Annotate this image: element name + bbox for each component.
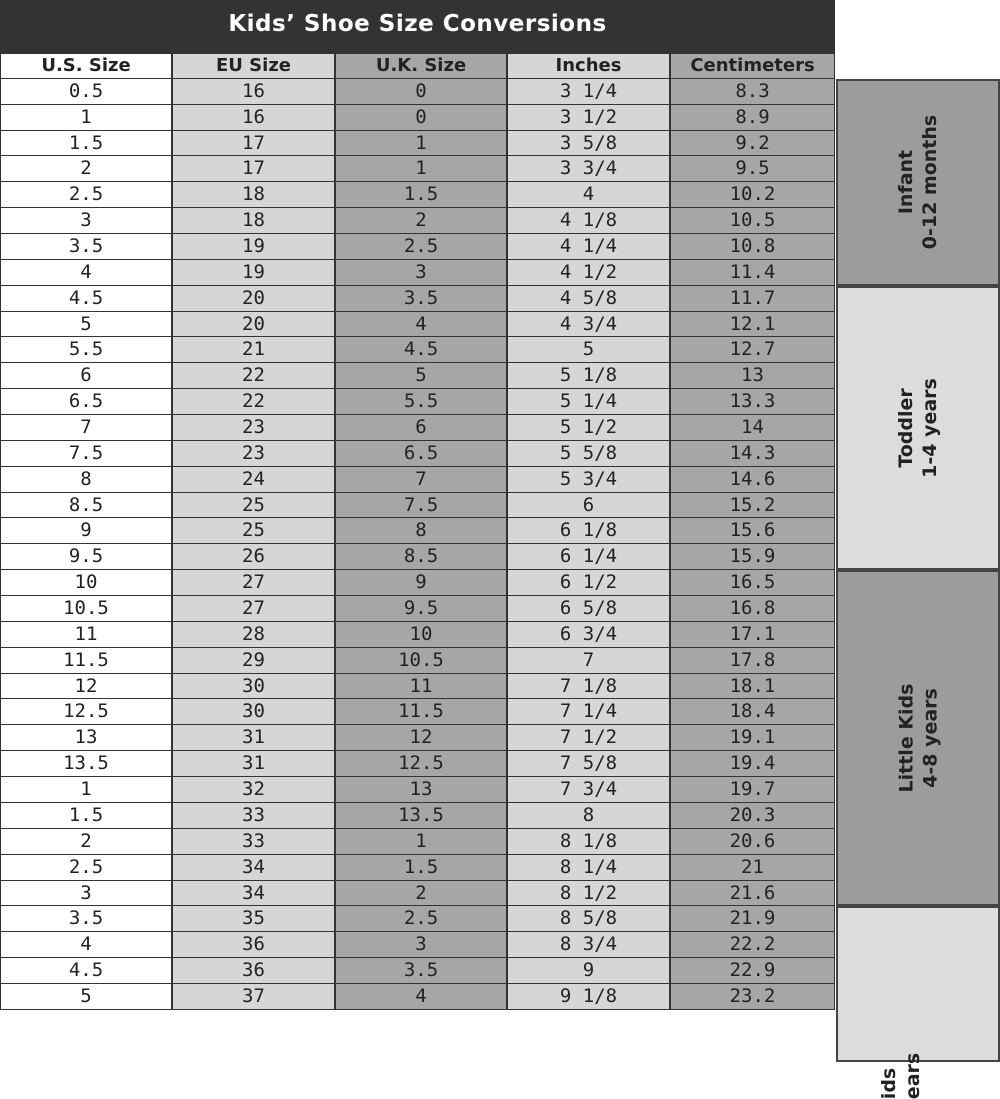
cell-uk-size: 1 bbox=[335, 131, 507, 157]
cell-us-size: 8 bbox=[0, 467, 172, 493]
table-row bbox=[0, 131, 835, 157]
cell-eu-size: 22 bbox=[172, 363, 335, 389]
table-row bbox=[0, 208, 835, 234]
cell-centimeters: 11.7 bbox=[670, 286, 835, 312]
cell-uk-size: 7.5 bbox=[335, 493, 507, 519]
cell-centimeters: 18.1 bbox=[670, 674, 835, 700]
table-row bbox=[0, 803, 835, 829]
cell-inches: 4 1/4 bbox=[507, 234, 670, 260]
table-header-row bbox=[0, 53, 835, 79]
cell-uk-size: 4 bbox=[335, 984, 507, 1010]
cell-us-size: 2 bbox=[0, 156, 172, 182]
cell-centimeters: 8.3 bbox=[670, 79, 835, 105]
cell-uk-size: 13 bbox=[335, 777, 507, 803]
group-big-kids bbox=[836, 906, 1000, 1099]
group-age: 1-4 years bbox=[919, 378, 941, 478]
cell-uk-size: 13.5 bbox=[335, 803, 507, 829]
cell-centimeters: 16.5 bbox=[670, 570, 835, 596]
cell-inches: 7 1/4 bbox=[507, 699, 670, 725]
table-row bbox=[0, 932, 835, 958]
cell-uk-size: 2.5 bbox=[335, 234, 507, 260]
cell-us-size: 12.5 bbox=[0, 699, 172, 725]
cell-us-size: 13.5 bbox=[0, 751, 172, 777]
cell-inches: 7 bbox=[507, 648, 670, 674]
table-row bbox=[0, 777, 835, 803]
cell-centimeters: 11.4 bbox=[670, 260, 835, 286]
cell-us-size: 3 bbox=[0, 208, 172, 234]
cell-eu-size: 17 bbox=[172, 156, 335, 182]
table-row bbox=[0, 570, 835, 596]
cell-inches: 5 bbox=[507, 337, 670, 363]
cell-centimeters: 15.2 bbox=[670, 493, 835, 519]
cell-eu-size: 25 bbox=[172, 518, 335, 544]
cell-inches: 8 5/8 bbox=[507, 906, 670, 932]
cell-us-size: 3 bbox=[0, 881, 172, 907]
cell-uk-size: 4 bbox=[335, 312, 507, 338]
cell-uk-size: 10.5 bbox=[335, 648, 507, 674]
cell-uk-size: 5.5 bbox=[335, 389, 507, 415]
cell-us-size: 2 bbox=[0, 829, 172, 855]
cell-us-size: 5 bbox=[0, 984, 172, 1010]
cell-us-size: 6.5 bbox=[0, 389, 172, 415]
cell-us-size: 3.5 bbox=[0, 906, 172, 932]
cell-uk-size: 7 bbox=[335, 467, 507, 493]
cell-eu-size: 26 bbox=[172, 544, 335, 570]
cell-eu-size: 24 bbox=[172, 467, 335, 493]
cell-inches: 7 1/8 bbox=[507, 674, 670, 700]
table-row bbox=[0, 829, 835, 855]
cell-inches: 4 1/8 bbox=[507, 208, 670, 234]
cell-uk-size: 10 bbox=[335, 622, 507, 648]
cell-us-size: 9.5 bbox=[0, 544, 172, 570]
table-row bbox=[0, 751, 835, 777]
group-age: ears bbox=[902, 1052, 925, 1099]
cell-centimeters: 14.6 bbox=[670, 467, 835, 493]
table-row bbox=[0, 596, 835, 622]
cell-inches: 5 1/8 bbox=[507, 363, 670, 389]
cell-uk-size: 1 bbox=[335, 829, 507, 855]
cell-us-size: 1.5 bbox=[0, 803, 172, 829]
table-row bbox=[0, 699, 835, 725]
table-row bbox=[0, 441, 835, 467]
table-row bbox=[0, 518, 835, 544]
cell-eu-size: 23 bbox=[172, 415, 335, 441]
cell-uk-size: 6 bbox=[335, 415, 507, 441]
cell-uk-size: 0 bbox=[335, 105, 507, 131]
cell-us-size: 1 bbox=[0, 105, 172, 131]
cell-eu-size: 29 bbox=[172, 648, 335, 674]
cell-eu-size: 21 bbox=[172, 337, 335, 363]
table-row bbox=[0, 156, 835, 182]
cell-us-size: 4 bbox=[0, 260, 172, 286]
group-toddler bbox=[836, 286, 1000, 570]
group-label: Toddler bbox=[895, 388, 917, 468]
table-row bbox=[0, 105, 835, 131]
table-row bbox=[0, 622, 835, 648]
cell-eu-size: 33 bbox=[172, 829, 335, 855]
cell-centimeters: 14.3 bbox=[670, 441, 835, 467]
table-row bbox=[0, 79, 835, 105]
cell-eu-size: 19 bbox=[172, 260, 335, 286]
cell-centimeters: 23.2 bbox=[670, 984, 835, 1010]
cell-eu-size: 19 bbox=[172, 234, 335, 260]
cell-centimeters: 14 bbox=[670, 415, 835, 441]
cell-eu-size: 31 bbox=[172, 725, 335, 751]
cell-us-size: 6 bbox=[0, 363, 172, 389]
cell-uk-size: 8 bbox=[335, 518, 507, 544]
cell-centimeters: 18.4 bbox=[670, 699, 835, 725]
cell-inches: 5 1/4 bbox=[507, 389, 670, 415]
cell-eu-size: 33 bbox=[172, 803, 335, 829]
cell-inches: 5 5/8 bbox=[507, 441, 670, 467]
cell-centimeters: 13 bbox=[670, 363, 835, 389]
table-row bbox=[0, 415, 835, 441]
cell-uk-size: 9.5 bbox=[335, 596, 507, 622]
cell-eu-size: 31 bbox=[172, 751, 335, 777]
cell-us-size: 11.5 bbox=[0, 648, 172, 674]
cell-eu-size: 22 bbox=[172, 389, 335, 415]
group-little-kids bbox=[836, 570, 1000, 906]
cell-eu-size: 16 bbox=[172, 105, 335, 131]
cell-us-size: 2.5 bbox=[0, 855, 172, 881]
cell-inches: 3 1/2 bbox=[507, 105, 670, 131]
cell-us-size: 12 bbox=[0, 674, 172, 700]
cell-centimeters: 21.9 bbox=[670, 906, 835, 932]
cell-us-size: 8.5 bbox=[0, 493, 172, 519]
cell-uk-size: 2 bbox=[335, 881, 507, 907]
cell-centimeters: 17.1 bbox=[670, 622, 835, 648]
cell-inches: 9 bbox=[507, 958, 670, 984]
cell-centimeters: 9.5 bbox=[670, 156, 835, 182]
cell-uk-size: 3 bbox=[335, 260, 507, 286]
cell-eu-size: 30 bbox=[172, 699, 335, 725]
cell-uk-size: 1 bbox=[335, 156, 507, 182]
cell-centimeters: 17.8 bbox=[670, 648, 835, 674]
table-row bbox=[0, 881, 835, 907]
table-row bbox=[0, 286, 835, 312]
cell-inches: 3 5/8 bbox=[507, 131, 670, 157]
table-row bbox=[0, 958, 835, 984]
cell-uk-size: 2.5 bbox=[335, 906, 507, 932]
cell-uk-size: 9 bbox=[335, 570, 507, 596]
cell-eu-size: 25 bbox=[172, 493, 335, 519]
table-row bbox=[0, 855, 835, 881]
table-row bbox=[0, 725, 835, 751]
cell-eu-size: 20 bbox=[172, 286, 335, 312]
group-age: 4-8 years bbox=[918, 688, 941, 789]
cell-uk-size: 12.5 bbox=[335, 751, 507, 777]
cell-centimeters: 20.3 bbox=[670, 803, 835, 829]
cell-us-size: 10.5 bbox=[0, 596, 172, 622]
cell-us-size: 4.5 bbox=[0, 958, 172, 984]
cell-centimeters: 9.2 bbox=[670, 131, 835, 157]
cell-centimeters: 22.9 bbox=[670, 958, 835, 984]
cell-us-size: 4 bbox=[0, 932, 172, 958]
table-row bbox=[0, 260, 835, 286]
group-label: ids bbox=[878, 1067, 901, 1099]
cell-inches: 6 1/4 bbox=[507, 544, 670, 570]
table-body bbox=[0, 79, 835, 1010]
cell-inches: 8 1/4 bbox=[507, 855, 670, 881]
header-us-size: U.S. Size bbox=[0, 53, 172, 79]
cell-eu-size: 18 bbox=[172, 208, 335, 234]
header-uk-size: U.K. Size bbox=[335, 53, 507, 79]
cell-inches: 4 5/8 bbox=[507, 286, 670, 312]
table-row bbox=[0, 544, 835, 570]
cell-us-size: 0.5 bbox=[0, 79, 172, 105]
cell-centimeters: 21 bbox=[670, 855, 835, 881]
cell-us-size: 7.5 bbox=[0, 441, 172, 467]
cell-centimeters: 19.7 bbox=[670, 777, 835, 803]
table-row bbox=[0, 389, 835, 415]
cell-inches: 7 5/8 bbox=[507, 751, 670, 777]
cell-centimeters: 19.1 bbox=[670, 725, 835, 751]
table-row bbox=[0, 648, 835, 674]
cell-eu-size: 17 bbox=[172, 131, 335, 157]
cell-inches: 5 1/2 bbox=[507, 415, 670, 441]
cell-centimeters: 8.9 bbox=[670, 105, 835, 131]
cell-uk-size: 2 bbox=[335, 208, 507, 234]
table-row bbox=[0, 984, 835, 1010]
cell-eu-size: 23 bbox=[172, 441, 335, 467]
cell-centimeters: 16.8 bbox=[670, 596, 835, 622]
cell-uk-size: 3.5 bbox=[335, 286, 507, 312]
table-row bbox=[0, 493, 835, 519]
cell-inches: 6 1/8 bbox=[507, 518, 670, 544]
cell-inches: 4 3/4 bbox=[507, 312, 670, 338]
cell-us-size: 2.5 bbox=[0, 182, 172, 208]
cell-us-size: 9 bbox=[0, 518, 172, 544]
cell-centimeters: 10.8 bbox=[670, 234, 835, 260]
cell-inches: 7 1/2 bbox=[507, 725, 670, 751]
cell-inches: 5 3/4 bbox=[507, 467, 670, 493]
group-label: Infant bbox=[895, 150, 917, 215]
cell-inches: 6 1/2 bbox=[507, 570, 670, 596]
cell-eu-size: 35 bbox=[172, 906, 335, 932]
cell-us-size: 13 bbox=[0, 725, 172, 751]
group-infant bbox=[836, 79, 1000, 286]
cell-inches: 8 bbox=[507, 803, 670, 829]
cell-us-size: 1 bbox=[0, 777, 172, 803]
cell-us-size: 5.5 bbox=[0, 337, 172, 363]
cell-eu-size: 27 bbox=[172, 570, 335, 596]
cell-eu-size: 18 bbox=[172, 182, 335, 208]
cell-centimeters: 10.2 bbox=[670, 182, 835, 208]
table-row bbox=[0, 234, 835, 260]
cell-uk-size: 11 bbox=[335, 674, 507, 700]
cell-centimeters: 15.6 bbox=[670, 518, 835, 544]
cell-us-size: 1.5 bbox=[0, 131, 172, 157]
cell-eu-size: 28 bbox=[172, 622, 335, 648]
cell-uk-size: 12 bbox=[335, 725, 507, 751]
cell-inches: 8 1/2 bbox=[507, 881, 670, 907]
cell-eu-size: 36 bbox=[172, 958, 335, 984]
cell-inches: 6 5/8 bbox=[507, 596, 670, 622]
cell-us-size: 10 bbox=[0, 570, 172, 596]
cell-inches: 3 1/4 bbox=[507, 79, 670, 105]
table-row bbox=[0, 337, 835, 363]
cell-centimeters: 12.7 bbox=[670, 337, 835, 363]
group-label: Little Kids bbox=[894, 683, 917, 793]
cell-inches: 4 1/2 bbox=[507, 260, 670, 286]
table-row bbox=[0, 906, 835, 932]
cell-inches: 8 3/4 bbox=[507, 932, 670, 958]
header-eu-size: EU Size bbox=[172, 53, 335, 79]
cell-uk-size: 5 bbox=[335, 363, 507, 389]
header-centimeters: Centimeters bbox=[670, 53, 835, 79]
cell-inches: 4 bbox=[507, 182, 670, 208]
cell-us-size: 4.5 bbox=[0, 286, 172, 312]
cell-centimeters: 22.2 bbox=[670, 932, 835, 958]
cell-eu-size: 16 bbox=[172, 79, 335, 105]
cell-us-size: 7 bbox=[0, 415, 172, 441]
size-table bbox=[0, 53, 835, 1010]
cell-inches: 6 bbox=[507, 493, 670, 519]
cell-centimeters: 19.4 bbox=[670, 751, 835, 777]
group-age: 0-12 months bbox=[919, 115, 941, 250]
page-title: Kids’ Shoe Size Conversions bbox=[0, 0, 835, 53]
cell-uk-size: 0 bbox=[335, 79, 507, 105]
cell-uk-size: 1.5 bbox=[335, 182, 507, 208]
cell-us-size: 3.5 bbox=[0, 234, 172, 260]
cell-eu-size: 34 bbox=[172, 881, 335, 907]
cell-eu-size: 20 bbox=[172, 312, 335, 338]
header-inches: Inches bbox=[507, 53, 670, 79]
cell-centimeters: 21.6 bbox=[670, 881, 835, 907]
cell-centimeters: 10.5 bbox=[670, 208, 835, 234]
cell-inches: 6 3/4 bbox=[507, 622, 670, 648]
cell-inches: 9 1/8 bbox=[507, 984, 670, 1010]
cell-eu-size: 34 bbox=[172, 855, 335, 881]
cell-inches: 7 3/4 bbox=[507, 777, 670, 803]
cell-uk-size: 11.5 bbox=[335, 699, 507, 725]
cell-centimeters: 20.6 bbox=[670, 829, 835, 855]
cell-uk-size: 8.5 bbox=[335, 544, 507, 570]
table-row bbox=[0, 363, 835, 389]
cell-us-size: 5 bbox=[0, 312, 172, 338]
cell-uk-size: 3 bbox=[335, 932, 507, 958]
cell-uk-size: 6.5 bbox=[335, 441, 507, 467]
cell-eu-size: 32 bbox=[172, 777, 335, 803]
table-row bbox=[0, 467, 835, 493]
cell-us-size: 11 bbox=[0, 622, 172, 648]
cell-eu-size: 37 bbox=[172, 984, 335, 1010]
cell-uk-size: 1.5 bbox=[335, 855, 507, 881]
cell-centimeters: 13.3 bbox=[670, 389, 835, 415]
table-row bbox=[0, 312, 835, 338]
table-row bbox=[0, 182, 835, 208]
cell-centimeters: 15.9 bbox=[670, 544, 835, 570]
cell-uk-size: 3.5 bbox=[335, 958, 507, 984]
cell-inches: 3 3/4 bbox=[507, 156, 670, 182]
cell-uk-size: 4.5 bbox=[335, 337, 507, 363]
cell-eu-size: 36 bbox=[172, 932, 335, 958]
cell-inches: 8 1/8 bbox=[507, 829, 670, 855]
cell-eu-size: 27 bbox=[172, 596, 335, 622]
cell-eu-size: 30 bbox=[172, 674, 335, 700]
table-row bbox=[0, 674, 835, 700]
cell-centimeters: 12.1 bbox=[670, 312, 835, 338]
